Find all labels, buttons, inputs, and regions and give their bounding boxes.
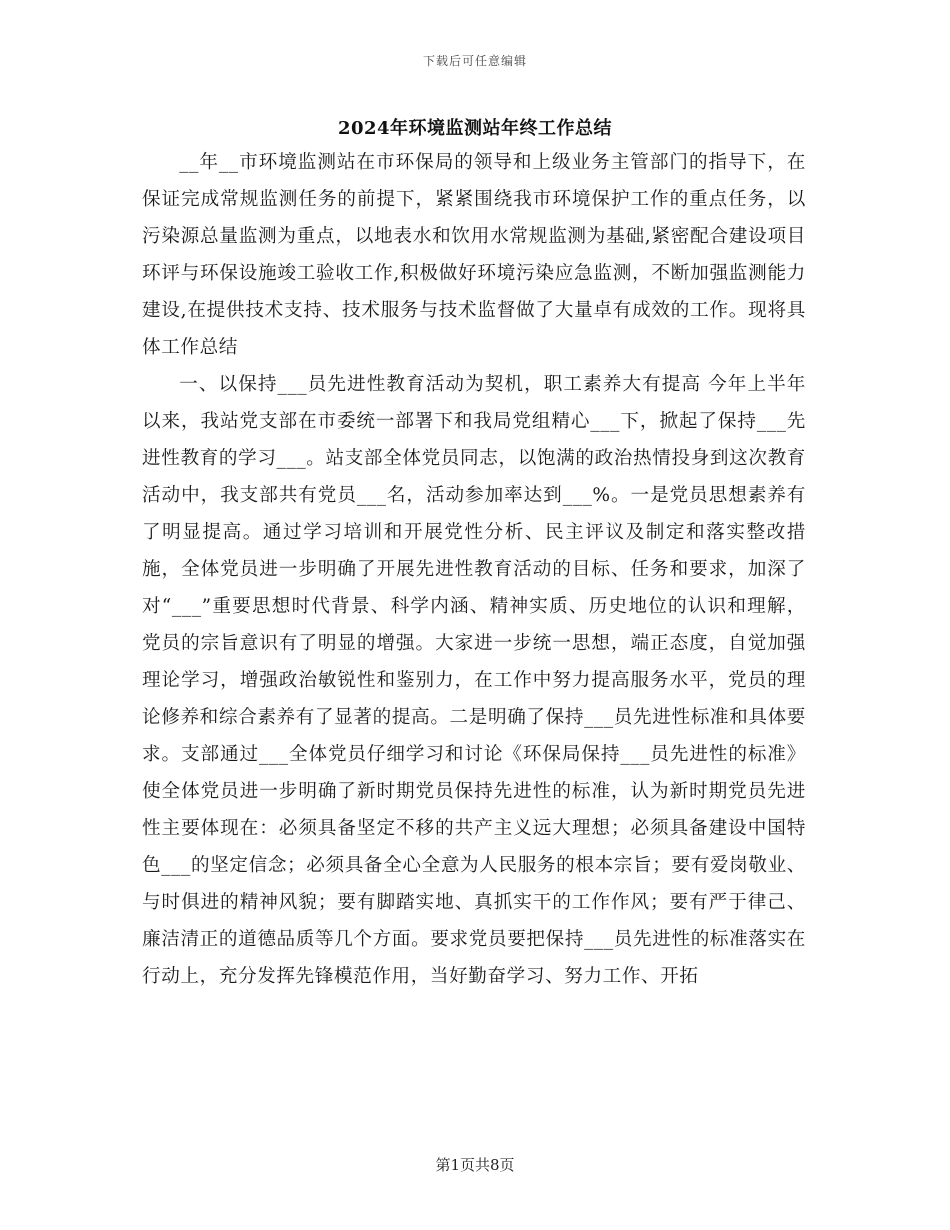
document-body: [142, 144, 806, 995]
paragraph-intro: __年__市环境监测站在市环保局的领导和上级业务主管部门的指导下，在保证完成常规监测任务的前提下，紧紧围绕我市环境保护工作的重点任务，以污染源总量监测为重点，以地表水和饮用水常规监测为基础,紧密配合建设项目环评与环保设施竣工验收工作,积极做好环境污染应急监测，不断加强监测能力建设,在提供技术支持、技术服务与技术监督做了大量卓有成效的工作。现将具体工作总结: [142, 152, 806, 358]
paragraph-section-one: 一、以保持___员先进性教育活动为契机，职工素养大有提高 今年上半年以来，我站党支部在市委统一部署下和我局党组精心___下，掀起了保持___先进性教育的学习___。站支部全体党员同志，以饱满的政治热情投身到这次教育活动中，我支部共有党员___名，活动参加率达到___%。一是党员思想素养有了明显提高。通过学习培训和开展党性分析、民主评议及制定和落实整改措施，全体党员进一步明确了开展先进性教育活动的目标、任务和要求，加深了对“___”重要思想时代背景、科学内涵、精神实质、历史地位的认识和理解，党员的宗旨意识有了明显的增强。大家进一步统一思想，端正态度，自觉加强理论学习，增强政治敏锐性和鉴别力，在工作中努力提高服务水平，党员的理论修养和综合素养有了显著的提高。二是明确了保持___员先进性标准和具体要求。支部通过___全体党员仔细学习和讨论《环保局保持___员先进性的标准》使全体党员进一步明确了新时期党员保持先进性的标准，认为新时期党员先进性主要体现在：必须具备坚定不移的共产主义远大理想；必须具备建设中国特色___的坚定信念；必须具备全心全意为人民服务的根本宗旨；要有爱岗敬业、与时俱进的精神风貌；要有脚踏实地、真抓实干的工作作风；要有严于律己、廉洁清正的道德品质等几个方面。要求党员要把保持___员先进性的标准落实在行动上，充分发挥先锋模范作用，当好勤奋学习、努力工作、开拓: [142, 374, 806, 987]
header-note: 下载后可任意编辑: [422, 54, 527, 68]
page-indicator: 第1页共8页: [435, 1156, 515, 1174]
document-title: 2024年环境监测站年终工作总结: [337, 118, 613, 139]
